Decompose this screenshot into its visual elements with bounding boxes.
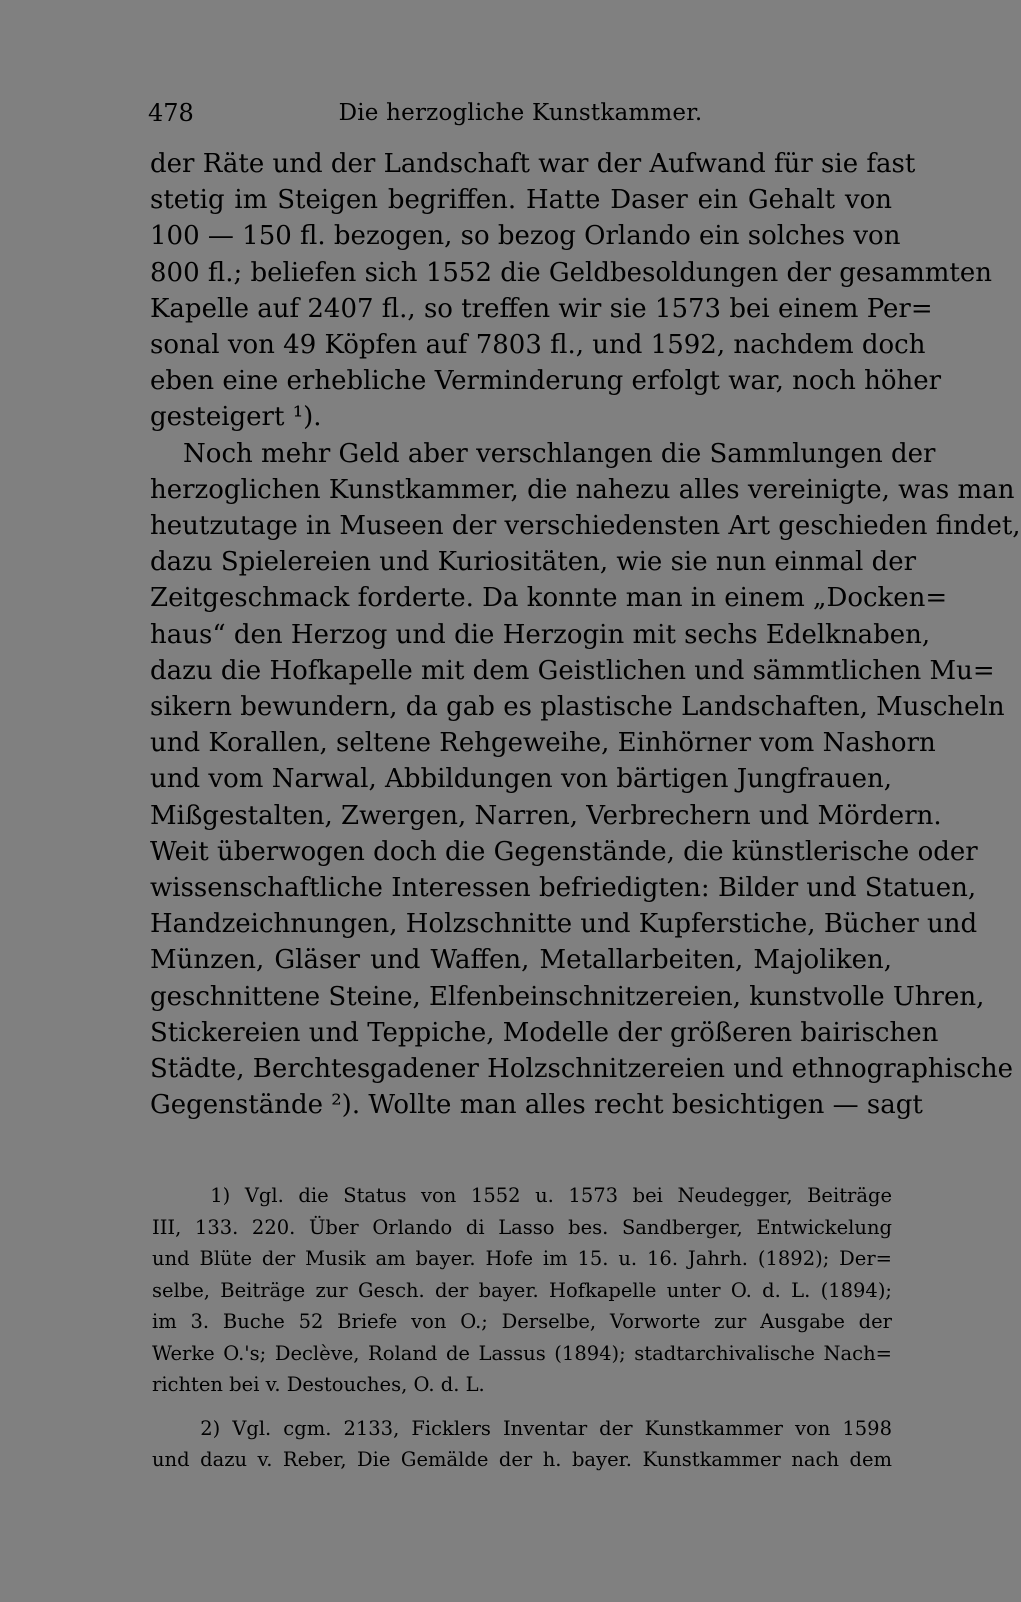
text-line: Handzeichnungen, Holzschnitte und Kupferstiche, Bücher und — [150, 909, 978, 940]
footnote-2 — [152, 1413, 892, 1476]
text-line: sonal von 49 Köpfen auf 7803 fl., und 1592, nachdem doch — [150, 330, 926, 361]
footnote-line: 2) Vgl. cgm. 2133, Ficklers Inventar der Kunstkammer von 1598 — [152, 1416, 892, 1440]
text-line: dazu Spielereien und Kuriositäten, wie sie nun einmal der — [150, 547, 917, 578]
running-title: Die herzogliche Kunstkammer. — [338, 100, 703, 126]
text-line: Kapelle auf 2407 fl., so treffen wir sie 1573 bei einem Per= — [150, 293, 933, 324]
text-line: Weit überwogen doch die Gegenstände, die künstlerische oder — [150, 836, 978, 867]
footnote-line: selbe, Beiträge zur Gesch. der bayer. Hofkapelle unter O. d. L. (1894); — [152, 1278, 892, 1302]
text-line: der Räte und der Landschaft war der Aufwand für sie fast — [150, 149, 916, 179]
text-line: Gegenstände ²). Wollte man alles recht besichtigen — sagt — [150, 1090, 923, 1121]
text-line: und vom Narwal, Abbildungen von bärtigen Jungfrauen, — [150, 764, 892, 795]
text-line: geschnittene Steine, Elfenbeinschnitzereien, kunstvolle Uhren, — [150, 981, 985, 1012]
text-line: Mißgestalten, Zwergen, Narren, Verbrechern und Mördern. — [150, 800, 942, 831]
footnote-line: 1) Vgl. die Status von 1552 u. 1573 bei Neudegger, Beiträge — [152, 1184, 892, 1207]
text-line: herzoglichen Kunstkammer, die nahezu alles vereinigte, was man — [150, 474, 1015, 505]
text-line: 800 fl.; beliefen sich 1552 die Geldbesoldungen der gesammten — [150, 257, 992, 288]
text-line: heutzutage in Museen der verschiedensten Art geschieden findet, — [150, 511, 1021, 542]
page-header — [148, 96, 893, 130]
text-line: Münzen, Gläser und Waffen, Metallarbeiten, Majoliken, — [150, 945, 892, 976]
text-line: Städte, Berchtesgadener Holzschnitzereien und ethnographische — [150, 1054, 1013, 1085]
text-line: Noch mehr Geld aber verschlangen die Sammlungen der — [150, 438, 936, 469]
text-line: und Korallen, seltene Rehgeweihe, Einhörner vom Nashorn — [150, 728, 936, 759]
text-line: gesteigert ¹). — [150, 402, 322, 433]
footnote-line: Werke O.'s; Declève, Roland de Lassus (1894); stadtarchivalische Nach= — [152, 1341, 892, 1365]
text-line: 100 — 150 fl. bezogen, so bezog Orlando ein solches von — [150, 221, 901, 252]
footnote-separator — [152, 1401, 892, 1413]
text-line: eben eine erhebliche Verminderung erfolgt war, noch höher — [150, 366, 942, 397]
text-line: stetig im Steigen begriffen. Hatte Daser ein Gehalt von — [150, 185, 892, 216]
page-number: 478 — [148, 99, 194, 127]
text-line: dazu die Hofkapelle mit dem Geistlichen und sämmtlichen Mu= — [150, 655, 995, 686]
text-line: wissenschaftliche Interessen befriedigten: Bilder und Statuen, — [150, 873, 977, 904]
text-line: haus“ den Herzog und die Herzogin mit sechs Edelknaben, — [150, 619, 931, 650]
footnotes — [152, 1180, 892, 1476]
text-line: Stickereien und Teppiche, Modelle der größeren bairischen — [150, 1017, 939, 1048]
text-line: Zeitgeschmack forderte. Da konnte man in einem „Docken= — [150, 583, 948, 614]
footnote-line: und Blüte der Musik am bayer. Hofe im 15. u. 16. Jahrh. (1892); Der= — [152, 1247, 892, 1270]
footnote-line: richten bei v. Destouches, O. d. L. — [152, 1373, 485, 1396]
footnote-line: im 3. Buche 52 Briefe von O.; Derselbe, Vorworte zur Ausgabe der — [152, 1310, 892, 1333]
footnote-line: III, 133. 220. Über Orlando di Lasso bes. Sandberger, Entwickelung — [152, 1215, 892, 1239]
body-text — [150, 146, 1021, 1123]
text-line: sikern bewundern, da gab es plastische Landschaften, Muscheln — [150, 692, 1005, 723]
footnote-line: und dazu v. Reber, Die Gemälde der h. bayer. Kunstkammer nach dem — [152, 1448, 892, 1471]
footnote-1 — [152, 1180, 892, 1401]
